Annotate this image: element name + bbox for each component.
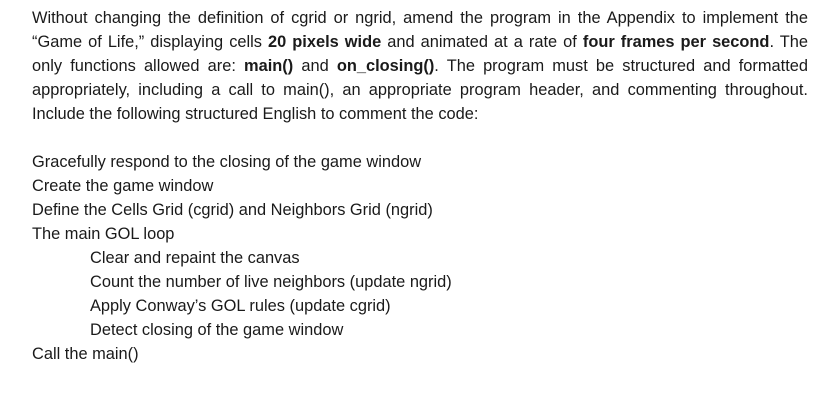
structured-english-list: [32, 150, 808, 366]
instructions-text-5: . The program must be structured and formatted appropriately, including a call to main(), an appropriate program header, and commenting throughout. Include the following structured English to comment the code:: [32, 57, 808, 123]
instructions-bold-frame-rate: four frames per second: [582, 33, 770, 51]
instructions-paragraph: [32, 6, 808, 126]
instructions-text-2: and animated at a rate of: [381, 33, 583, 51]
instructions-bold-on-closing: on_closing(): [336, 57, 435, 75]
list-item: Create the game window: [32, 177, 214, 195]
list-item-indented: Count the number of live neighbors (update ngrid): [90, 273, 452, 291]
instructions-text-4: and: [293, 57, 337, 75]
list-item-indented: Clear and repaint the canvas: [90, 249, 300, 267]
list-item: Gracefully respond to the closing of the game window: [32, 153, 422, 171]
list-item: Call the main(): [32, 345, 139, 363]
list-item: The main GOL loop: [32, 225, 175, 243]
document-body: [32, 6, 808, 366]
instructions-bold-main: main(): [244, 57, 294, 75]
list-item-indented: Apply Conway’s GOL rules (update cgrid): [90, 297, 391, 315]
instructions-bold-cell-width: 20 pixels wide: [268, 33, 382, 51]
list-item-indented: Detect closing of the game window: [90, 321, 344, 339]
instructions-text-3: . The only functions allowed are:: [32, 33, 808, 75]
instructions-text-1: Without changing the definition of cgrid or ngrid, amend the program in the Appendix to implement the “Game of Life,” displaying cells: [32, 9, 808, 51]
list-item: Define the Cells Grid (cgrid) and Neighbors Grid (ngrid): [32, 201, 433, 219]
